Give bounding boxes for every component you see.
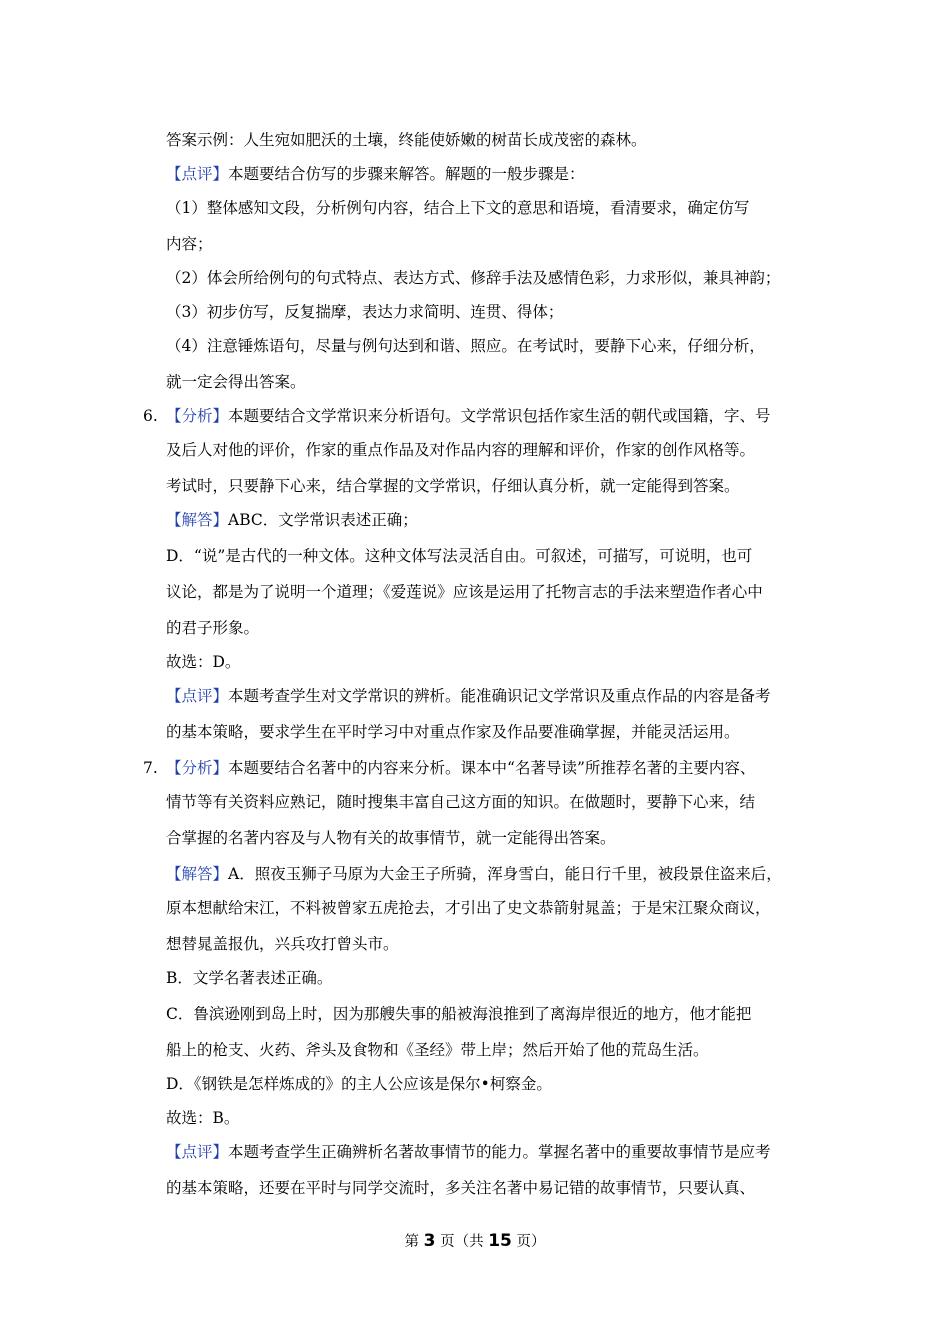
text-line — [166, 268, 780, 288]
line-text: D．“说”是古代的一种文体。这种文体写法灵活自由。可叙述，可描写，可说明，也可 — [166, 547, 753, 565]
text-line — [166, 618, 259, 638]
line-text: C．鲁滨逊刚到岛上时，因为那艘失事的船被海浪推到了离海岸很近的地方，他才能把 — [166, 1005, 752, 1023]
text-line — [166, 1108, 239, 1128]
line-text: （1）整体感知文段，分析例句内容，结合上下文的意思和语境，看清要求，确定仿写 — [166, 199, 750, 217]
text-line — [166, 440, 755, 460]
text-line — [166, 1004, 751, 1024]
line-text: 本题要结合文学常识来分析语句。文学常识包括作家生活的朝代或国籍，字、号 — [228, 407, 771, 425]
text-line — [166, 864, 782, 884]
text-line — [166, 302, 563, 322]
line-text: 本题要结合名著中的内容来分析。课本中“名著导读”所推荐名著的主要内容、 — [228, 759, 756, 777]
line-text: （4）注意锤炼语句，尽量与例句达到和谐、照应。在考试时，要静下心来，仔细分析， — [166, 337, 765, 355]
text-line — [166, 234, 213, 254]
text-line — [166, 828, 616, 848]
text-line — [166, 1178, 755, 1198]
footer-total-pages: 15 — [488, 1231, 512, 1251]
line-text: （2）体会所给例句的句式特点、表达方式、修辞手法及感情色彩，力求形似，兼具神韵； — [166, 269, 781, 287]
section-tag: 【解答】 — [166, 865, 229, 883]
text-line — [166, 898, 771, 918]
text-line — [166, 372, 306, 392]
section-tag: 【分析】 — [166, 759, 229, 777]
line-text: 故选：B。 — [166, 1109, 240, 1127]
question-number: 7. — [143, 759, 158, 777]
page-footer — [0, 1230, 950, 1251]
line-text: 合掌握的名著内容及与人物有关的故事情节，就一定能得出答案。 — [166, 829, 616, 847]
footer-prefix: 第 — [404, 1234, 420, 1250]
line-text: 想替晁盖报仇，兴兵攻打曾头市。 — [166, 935, 399, 953]
line-text: D．《钢铁是怎样炼成的》的主人公应该是保尔•柯察金。 — [166, 1075, 552, 1093]
text-line — [166, 198, 749, 218]
line-text: 本题要结合仿写的步骤来解答。解题的一般步骤是： — [228, 165, 585, 183]
line-text: 本题考查学生对文学常识的辨析。能准确识记文学常识及重点作品的内容是备考 — [228, 687, 771, 705]
line-text: （3）初步仿写，反复揣摩，表达力求简明、连贯、得体； — [166, 303, 564, 321]
section-tag: 【分析】 — [166, 407, 229, 425]
line-text: 的基本策略，还要在平时与同学交流时，多关注名著中易记错的故事情节，只要认真、 — [166, 1179, 756, 1197]
text-line — [166, 1074, 552, 1094]
text-line — [166, 1040, 709, 1060]
text-line — [166, 546, 752, 566]
section-tag: 【解答】 — [166, 511, 229, 529]
footer-suffix: 页） — [516, 1234, 546, 1250]
line-text: 原本想献给宋江，不料被曾家五虎抢去，才引出了史文恭箭射晁盖；于是宋江聚众商议， — [166, 899, 771, 917]
text-line — [166, 722, 740, 742]
line-text: 故选：D。 — [166, 653, 241, 671]
line-text: 答案示例：人生宛如肥沃的土壤，终能使娇嫩的树苗长成茂密的森林。 — [166, 131, 647, 149]
text-line — [166, 510, 418, 530]
line-text: 议论，都是为了说明一个道理；《爱莲说》应该是运用了托物言志的手法来塑造作者心中 — [166, 583, 763, 601]
line-text: A．照夜玉狮子马原为大金王子所骑，浑身雪白，能日行千里，被段景住盗来后， — [228, 865, 782, 883]
line-text: ABC．文学常识表述正确； — [228, 511, 418, 529]
text-line — [166, 686, 771, 706]
text-line — [166, 582, 763, 602]
line-text: B．文学名著表述正确。 — [166, 969, 333, 987]
line-text: 就一定会得出答案。 — [166, 373, 306, 391]
question-number: 6. — [143, 407, 158, 425]
section-tag: 【点评】 — [166, 1143, 229, 1161]
footer-page-number: 3 — [423, 1231, 436, 1251]
section-tag: 【点评】 — [166, 165, 229, 183]
line-text: 考试时，只要静下心来，结合掌握的文学常识，仔细认真分析，就一定能得到答案。 — [166, 477, 740, 495]
text-line — [166, 164, 585, 184]
text-line — [166, 336, 765, 356]
line-text: 船上的枪支、火药、斧头及食物和《圣经》带上岸；然后开始了他的荒岛生活。 — [166, 1041, 709, 1059]
text-line — [166, 1142, 771, 1162]
text-line — [166, 476, 740, 496]
text-line — [166, 758, 755, 778]
section-tag: 【点评】 — [166, 687, 229, 705]
line-text: 的基本策略，要求学生在平时学习中对重点作家及作品要准确掌握，并能灵活运用。 — [166, 723, 740, 741]
line-text: 内容； — [166, 235, 213, 253]
footer-mid: 页（共 — [440, 1234, 484, 1250]
text-line — [166, 934, 399, 954]
text-line — [166, 792, 755, 812]
text-line — [166, 406, 771, 426]
line-text: 本题考查学生正确辨析名著故事情节的能力。掌握名著中的重要故事情节是应考 — [228, 1143, 771, 1161]
text-line — [166, 652, 240, 672]
text-line — [166, 130, 647, 150]
text-line — [166, 968, 332, 988]
line-text: 及后人对他的评价，作家的重点作品及对作品内容的理解和评价，作家的创作风格等。 — [166, 441, 756, 459]
line-text: 的君子形象。 — [166, 619, 260, 637]
line-text: 情节等有关资料应熟记，随时搜集丰富自己这方面的知识。在做题时，要静下心来，结 — [166, 793, 756, 811]
